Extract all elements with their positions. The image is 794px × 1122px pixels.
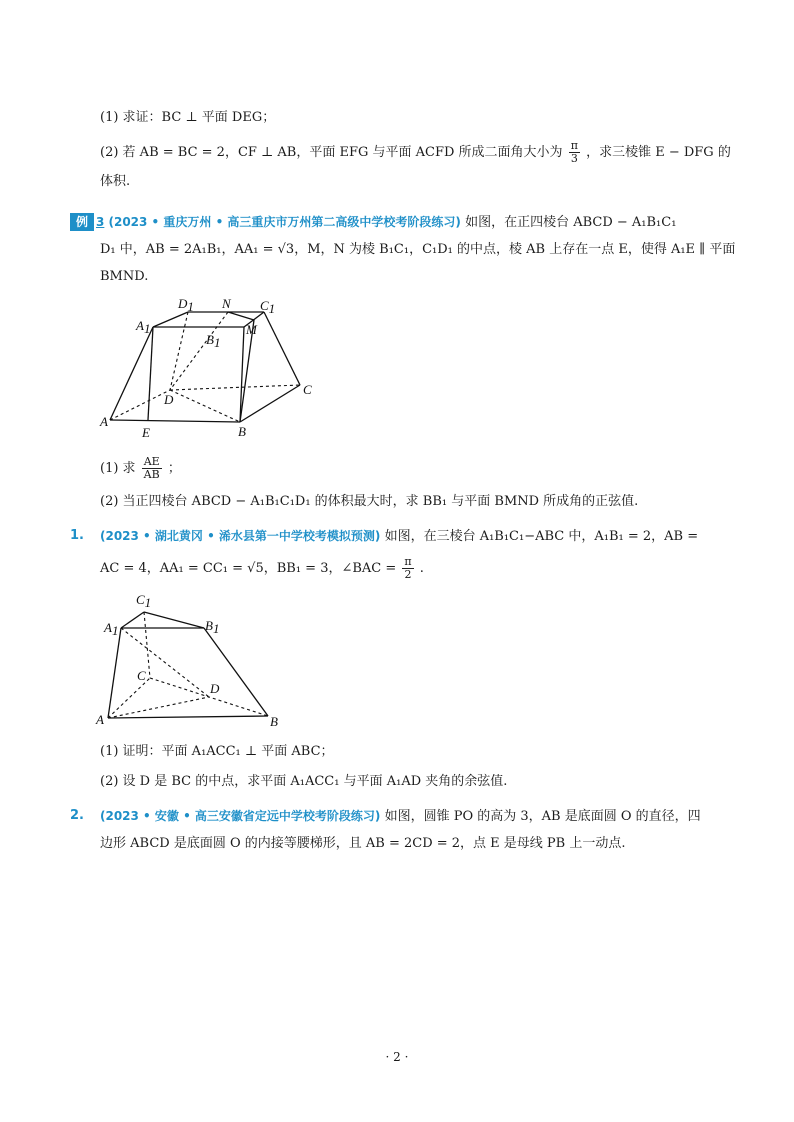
- edge-ab: [110, 420, 240, 422]
- example3-q2: (2) 当正四棱台 ABCD − A₁B₁C₁D₁ 的体积最大时，求 BB₁ 与平面 BMND 所成角的正弦值.: [100, 494, 639, 509]
- fraction-denominator: 3: [570, 152, 578, 165]
- edge-dc-hidden: [170, 385, 300, 390]
- label-c: C: [303, 382, 312, 397]
- problem1-q2: (2) 设 D 是 BC 的中点，求平面 A₁ACC₁ 与平面 A₁AD 夹角的余弦值.: [100, 774, 508, 789]
- label-b: B: [270, 714, 278, 729]
- fraction-denominator: AB: [143, 468, 160, 481]
- label-d1: D1: [178, 296, 194, 314]
- example3-q1-fraction: [142, 456, 162, 481]
- fraction-numerator: AE: [143, 455, 160, 468]
- problem1-text-2a: AC = 4，AA₁ = CC₁ = √5，BB₁ = 3，∠BAC =: [100, 561, 397, 576]
- label-a1: A1: [104, 620, 119, 638]
- frustum-figure: [98, 292, 328, 442]
- problem2-line1: [100, 806, 701, 827]
- problem1-text-1: 如图，在三棱台 A₁B₁C₁−ABC 中，A₁B₁ = 2，AB =: [384, 529, 699, 544]
- prev-part-2-cont: 体积.: [100, 174, 131, 189]
- fraction-denominator: 2: [404, 568, 412, 581]
- triangular-frustum-figure: [92, 588, 292, 730]
- page-number: · 2 ·: [385, 1050, 409, 1064]
- problem1-line2: [100, 556, 424, 581]
- edge-aa1: [108, 628, 121, 718]
- problem1-source: (2023 • 湖北黄冈 • 浠水县第一中学校考模拟预测): [100, 529, 381, 543]
- edge-a1d1: [153, 312, 188, 327]
- edge-ad-hidden: [110, 390, 170, 420]
- fraction-numerator: π: [570, 139, 578, 152]
- fraction-numerator: π: [404, 555, 412, 568]
- problem2-text-1: 如图，圆锥 PO 的高为 3，AB 是底面圆 O 的直径，四: [384, 809, 701, 824]
- edge-bb1: [204, 628, 268, 716]
- label-m: M: [246, 322, 257, 337]
- example3-source: (2023 • 重庆万州 • 高三重庆市万州第二高级中学校考阶段练习): [108, 215, 461, 229]
- segment-nm: [228, 312, 254, 320]
- segment-nd-hidden: [170, 312, 228, 390]
- label-a: A: [96, 712, 104, 727]
- example3-number: 3: [96, 215, 105, 229]
- segment-ad-hidden: [108, 697, 209, 718]
- label-b1: B1: [205, 618, 220, 636]
- label-a: A: [100, 414, 108, 429]
- segment-db-hidden: [170, 390, 240, 422]
- edge-aa1: [110, 327, 153, 420]
- prev-part-2: [100, 140, 731, 165]
- problem1-q1: (1) 证明：平面 A₁ACC₁ ⊥ 平面 ABC；: [100, 744, 334, 759]
- label-b: B: [238, 424, 246, 439]
- edge-cc1: [264, 312, 300, 385]
- example-badge: 例: [70, 213, 94, 231]
- label-d: D: [210, 681, 220, 696]
- problem2-source: (2023 • 安徽 • 高三安徽省定远中学校考阶段练习): [100, 809, 381, 823]
- prev-part-2-text-b: ，求三棱锥 E − DFG 的: [586, 145, 731, 160]
- problem1-text-2b: .: [419, 561, 424, 576]
- example3-line3: BMND.: [100, 269, 149, 284]
- example3-q1: [100, 456, 181, 481]
- label-d: D: [164, 392, 174, 407]
- example3-line1: [96, 212, 676, 233]
- example3-q1-text-b: ；: [167, 461, 181, 476]
- prev-part-2-fraction: [569, 140, 580, 165]
- example3-line2: D₁ 中，AB = 2A₁B₁，AA₁ = √3，M，N 为棱 B₁C₁，C₁D₁ 的中点，棱 AB 上存在一点 E，使得 A₁E ∥ 平面: [100, 242, 736, 257]
- label-n: N: [222, 296, 231, 311]
- example3-text-1: 如图，在正四棱台 ABCD − A₁B₁C₁: [465, 215, 677, 230]
- problem2-number: 2.: [70, 808, 84, 823]
- problem1-angle-fraction: [402, 556, 413, 581]
- problem1-line1: [100, 526, 698, 547]
- prev-part-1: (1) 求证：BC ⊥ 平面 DEG；: [100, 110, 276, 125]
- edge-c1b1: [144, 612, 204, 628]
- segment-a1d-hidden: [121, 628, 209, 697]
- edge-bc: [240, 385, 300, 422]
- label-c1: C1: [136, 592, 152, 610]
- label-c1: C1: [260, 298, 276, 316]
- label-c: C: [137, 668, 146, 683]
- segment-a1e: [148, 327, 153, 420]
- problem2-line2: 边形 ABCD 是底面圆 O 的内接等腰梯形，且 AB = 2CD = 2，点 E 是母线 PB 上一动点.: [100, 836, 626, 851]
- problem1-number: 1.: [70, 528, 84, 543]
- edge-a1c1: [121, 612, 144, 628]
- prev-part-2-text-a: (2) 若 AB = BC = 2，CF ⊥ AB，平面 EFG 与平面 ACFD 所成二面角大小为: [100, 145, 563, 160]
- label-b1: B1: [206, 332, 221, 350]
- label-a1: A1: [136, 318, 151, 336]
- example3-q1-text-a: (1) 求: [100, 461, 136, 476]
- label-e: E: [142, 425, 150, 440]
- edge-ab: [108, 716, 268, 718]
- edge-dd1-hidden: [170, 312, 188, 390]
- edge-ac-hidden: [108, 678, 150, 718]
